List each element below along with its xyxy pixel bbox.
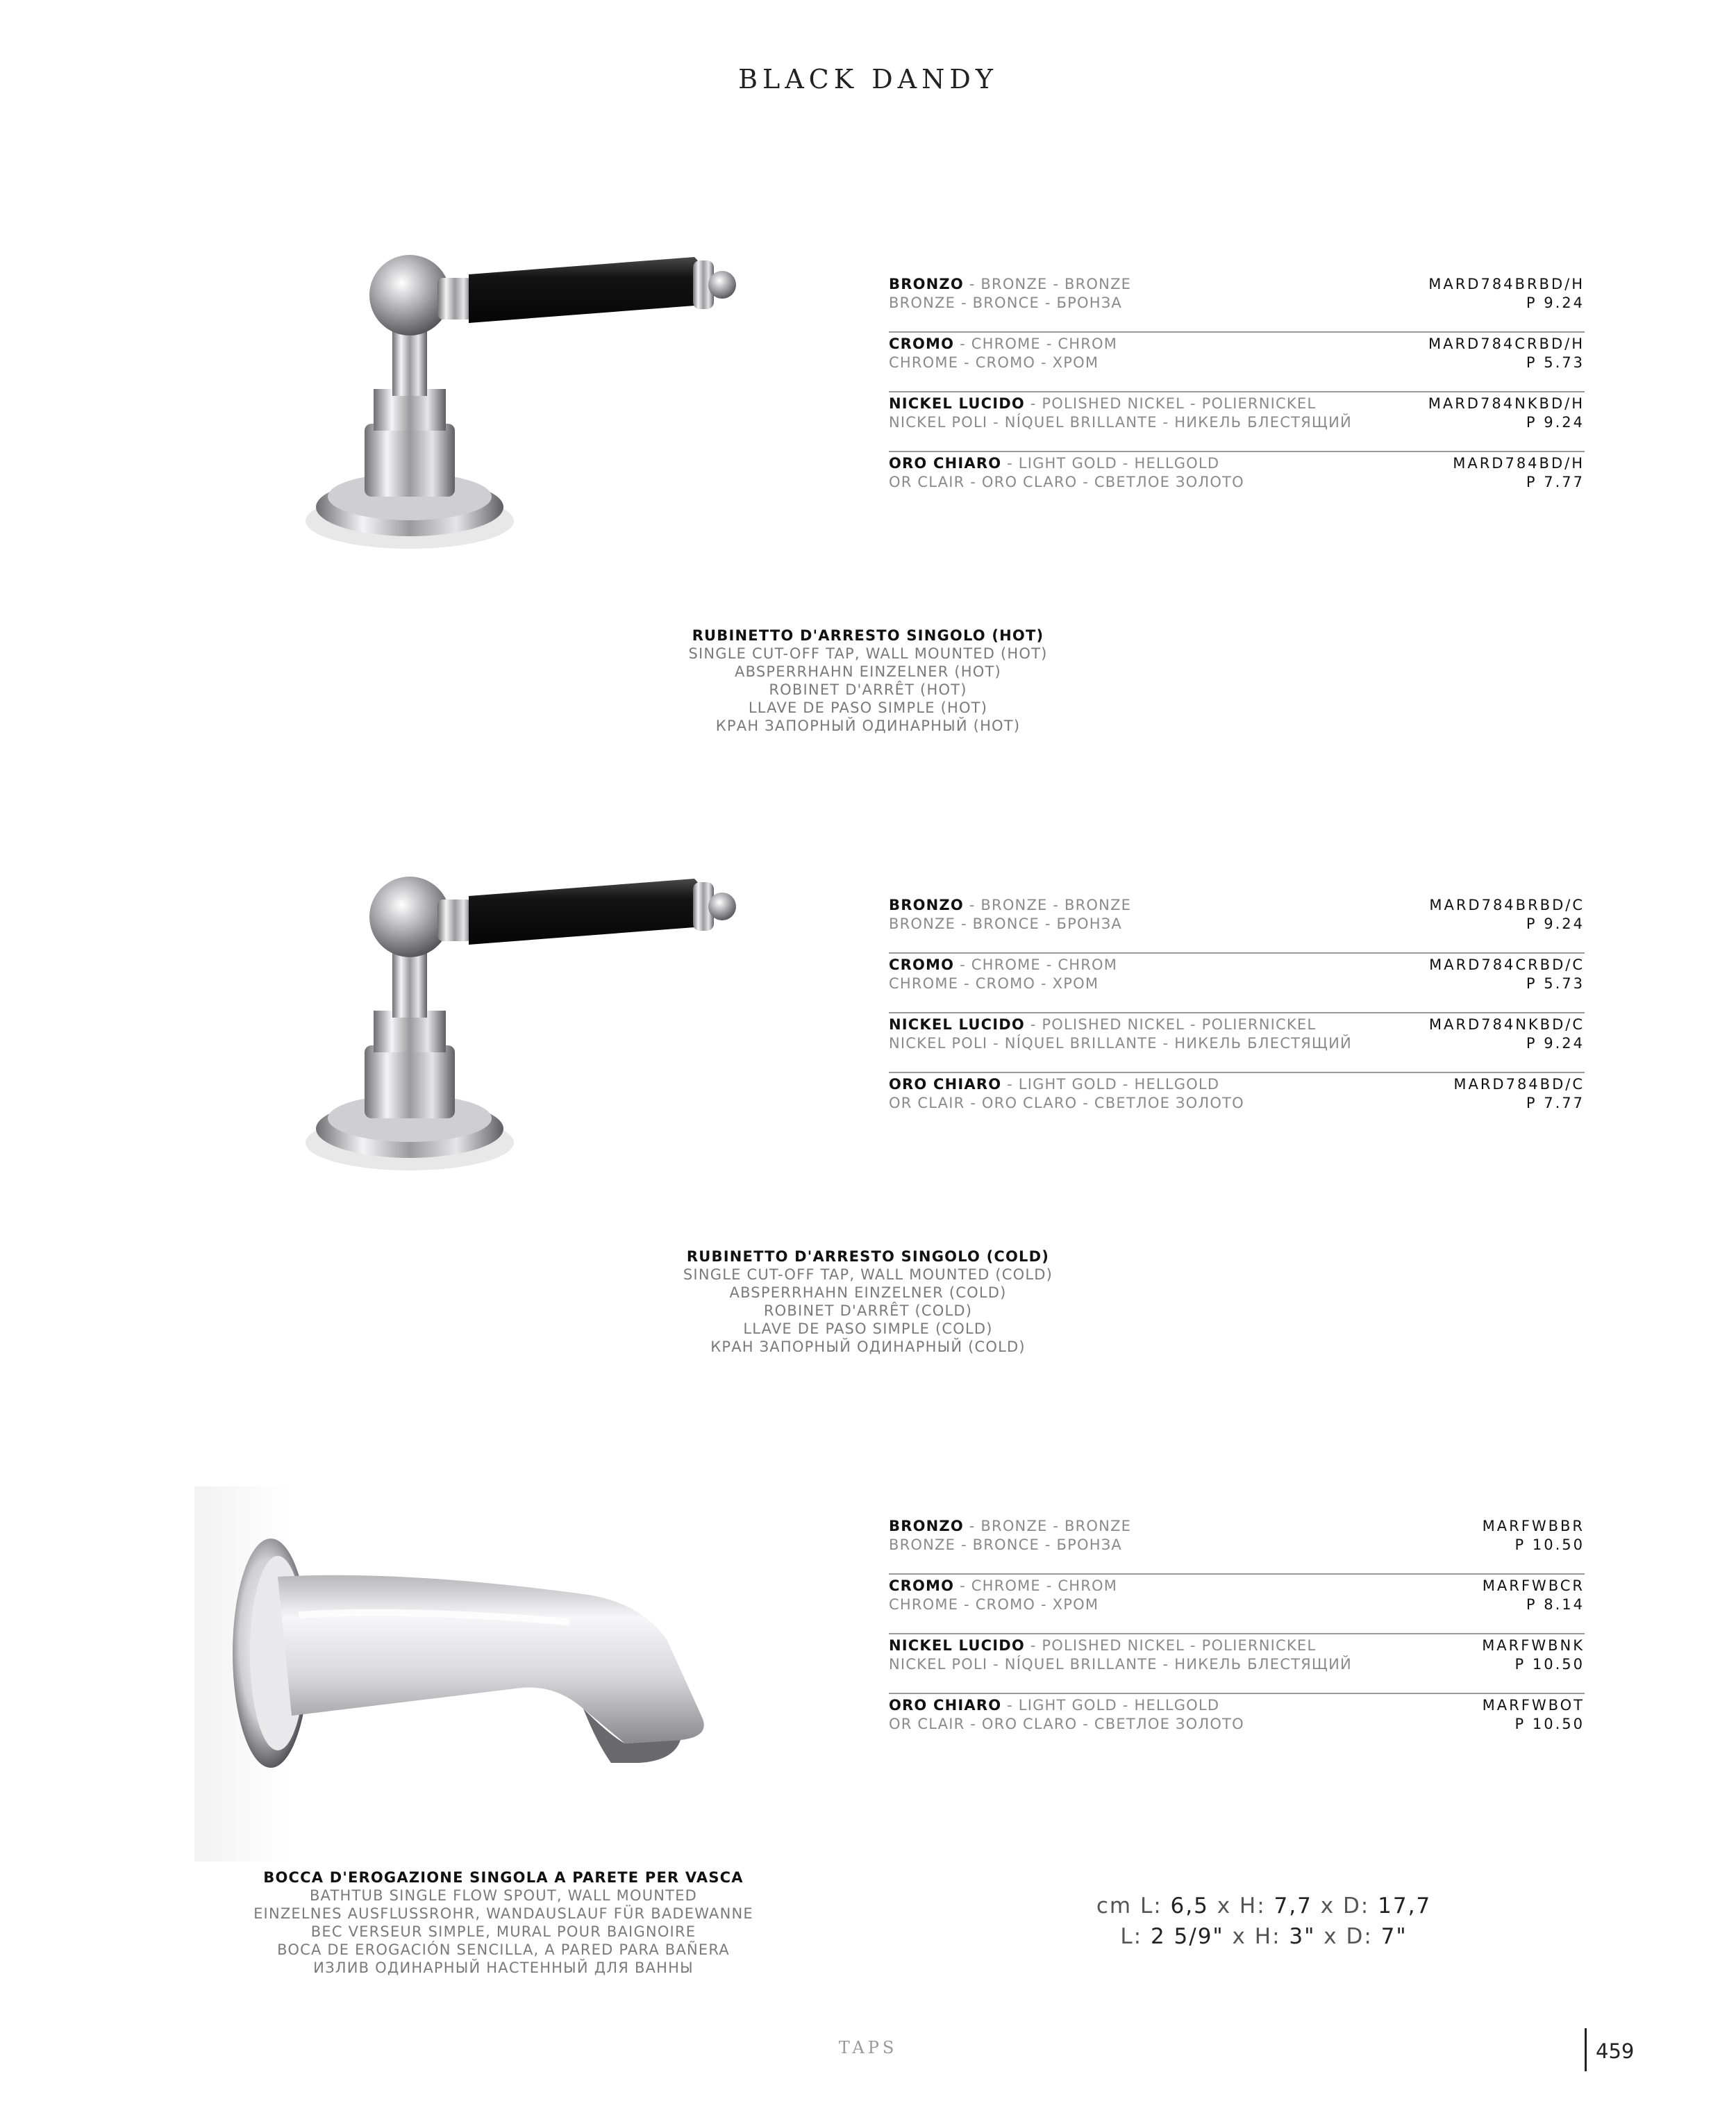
product-subtitle: КРАН ЗАПОРНЫЙ ОДИНАРНЫЙ (COLD): [710, 1338, 1026, 1355]
brand-title: BLACK DANDY: [738, 64, 998, 94]
variant-finish-translations: - CHROME - CHROM: [954, 335, 1118, 352]
variant-finish-translations-2: CHROME - CROMO - ХРОМ: [889, 1596, 1099, 1613]
variant-row: [889, 452, 1585, 512]
product-title: BOCCA D'EROGAZIONE SINGOLA A PARETE PER VASCA: [263, 1869, 744, 1886]
variant-finish: ORO CHIARO: [889, 1697, 1002, 1714]
variant-row: [889, 273, 1585, 333]
variant-row: [889, 392, 1585, 452]
variant-finish-translations: - POLISHED NICKEL - POLIERNICKEL: [1024, 395, 1317, 412]
variant-price: P 9.24: [1526, 295, 1585, 311]
variant-finish-translations: - BRONZE - BRONZE: [963, 897, 1132, 913]
variant-finish-translations: - CHROME - CHROM: [954, 956, 1118, 973]
variant-finish: BRONZO: [889, 276, 964, 292]
variant-code: MARD784BRBD/C: [1429, 897, 1585, 913]
variant-finish-translations-2: CHROME - CROMO - ХРОМ: [889, 354, 1099, 371]
variant-price: P 7.77: [1526, 474, 1585, 490]
variant-finish-translations: - BRONZE - BRONZE: [963, 1518, 1132, 1534]
lever-tap-cold-image: [292, 837, 764, 1184]
variant-price: P 7.77: [1526, 1095, 1585, 1111]
variant-row: [889, 1013, 1585, 1073]
variant-finish-translations: - LIGHT GOLD - HELLGOLD: [1001, 1076, 1220, 1093]
variant-list-hot: [889, 273, 1585, 512]
product-subtitle: LLAVE DE PASO SIMPLE (HOT): [748, 699, 988, 716]
product-description-cold: [590, 1247, 1146, 1356]
lever-tap-hot-image: [292, 215, 764, 563]
product-subtitle: ROBINET D'ARRÊT (COLD): [763, 1302, 973, 1319]
variant-finish: NICKEL LUCIDO: [889, 395, 1025, 412]
variant-row: [889, 1694, 1585, 1754]
variant-finish: CROMO: [889, 956, 955, 973]
variant-code: MARD784BD/H: [1453, 455, 1585, 472]
variant-row: [889, 894, 1585, 954]
product-subtitle: ROBINET D'ARRÊT (HOT): [769, 681, 967, 698]
product-title: RUBINETTO D'ARRESTO SINGOLO (HOT): [692, 627, 1044, 644]
product-subtitle: EINZELNES AUSFLUSSROHR, WANDAUSLAUF FÜR BADEWANNE: [253, 1905, 753, 1922]
variant-finish-translations: - LIGHT GOLD - HELLGOLD: [1001, 1697, 1220, 1714]
dimensions-imperial: L: 2 5/9" x H: 3" x D: 7": [1120, 1924, 1408, 1949]
variant-finish: CROMO: [889, 1577, 955, 1594]
variant-code: MARD784BD/C: [1453, 1076, 1585, 1093]
variant-finish-translations-2: BRONZE - BRONCE - БРОНЗА: [889, 1536, 1122, 1553]
variant-code: MARD784BRBD/H: [1428, 276, 1585, 292]
product-subtitle: BEC VERSEUR SIMPLE, MURAL POUR BAIGNOIRE: [310, 1923, 696, 1940]
variant-finish-translations: - LIGHT GOLD - HELLGOLD: [1001, 455, 1220, 472]
product-subtitle: BATHTUB SINGLE FLOW SPOUT, WALL MOUNTED: [309, 1887, 698, 1904]
bath-spout-image: [194, 1486, 792, 1862]
variant-finish: NICKEL LUCIDO: [889, 1016, 1025, 1033]
variant-list-spout: [889, 1515, 1585, 1754]
variant-finish: ORO CHIARO: [889, 1076, 1002, 1093]
variant-finish-translations-2: BRONZE - BRONCE - БРОНЗА: [889, 295, 1122, 311]
product-subtitle: КРАН ЗАПОРНЫЙ ОДИНАРНЫЙ (HOT): [715, 718, 1021, 734]
variant-list-cold: [889, 894, 1585, 1133]
product-subtitle: BOCA DE EROGACIÓN SENCILLA, A PARED PARA BAÑERA: [277, 1941, 730, 1958]
variant-row: [889, 1515, 1585, 1575]
product-subtitle: SINGLE CUT-OFF TAP, WALL MOUNTED (HOT): [688, 645, 1048, 662]
variant-finish: ORO CHIARO: [889, 455, 1002, 472]
product-subtitle: ИЗЛИВ ОДИНАРНЫЙ НАСТЕННЫЙ ДЛЯ ВАННЫ: [313, 1959, 694, 1976]
variant-row: [889, 1073, 1585, 1133]
variant-price: P 8.14: [1526, 1596, 1585, 1613]
product-subtitle: LLAVE DE PASO SIMPLE (COLD): [743, 1320, 993, 1337]
product-description-spout: [208, 1868, 799, 1977]
variant-price: P 10.50: [1514, 1716, 1585, 1732]
variant-row: [889, 1575, 1585, 1634]
variant-finish: CROMO: [889, 335, 955, 352]
variant-price: P 5.73: [1526, 354, 1585, 371]
variant-price: P 9.24: [1526, 915, 1585, 932]
variant-finish-translations-2: CHROME - CROMO - ХРОМ: [889, 975, 1099, 992]
variant-finish-translations: - BRONZE - BRONZE: [963, 276, 1132, 292]
variant-code: MARFWBOT: [1482, 1697, 1585, 1714]
variant-finish-translations-2: OR CLAIR - ORO CLARO - СВЕТЛОЕ ЗОЛОТО: [889, 474, 1244, 490]
variant-code: MARFWBCR: [1482, 1577, 1585, 1594]
variant-finish: BRONZO: [889, 1518, 964, 1534]
dimensions-metric: cm L: 6,5 x H: 7,7 x D: 17,7: [1096, 1893, 1432, 1918]
variant-price: P 9.24: [1526, 414, 1585, 431]
product-subtitle: ABSPERRHAHN EINZELNER (HOT): [735, 663, 1001, 680]
variant-code: MARD784NKBD/H: [1428, 395, 1585, 412]
variant-finish: BRONZO: [889, 897, 964, 913]
variant-price: P 10.50: [1514, 1536, 1585, 1553]
variant-row: [889, 1634, 1585, 1694]
variant-price: P 5.73: [1526, 975, 1585, 992]
variant-price: P 10.50: [1514, 1656, 1585, 1673]
variant-finish: NICKEL LUCIDO: [889, 1637, 1025, 1654]
variant-finish-translations-2: BRONZE - BRONCE - БРОНЗА: [889, 915, 1122, 932]
page-number-divider: [1585, 2028, 1587, 2071]
variant-code: MARFWBBR: [1482, 1518, 1585, 1534]
product-description-hot: [590, 627, 1146, 735]
variant-finish-translations-2: OR CLAIR - ORO CLARO - СВЕТЛОЕ ЗОЛОТО: [889, 1095, 1244, 1111]
variant-code: MARFWBNK: [1482, 1637, 1585, 1654]
product-subtitle: ABSPERRHAHN EINZELNER (COLD): [729, 1284, 1007, 1301]
variant-price: P 9.24: [1526, 1035, 1585, 1052]
variant-row: [889, 333, 1585, 392]
variant-finish-translations: - POLISHED NICKEL - POLIERNICKEL: [1024, 1637, 1317, 1654]
variant-finish-translations-2: NICKEL POLI - NÍQUEL BRILLANTE - НИКЕЛЬ БЛЕСТЯЩИЙ: [889, 414, 1352, 431]
product-subtitle: SINGLE CUT-OFF TAP, WALL MOUNTED (COLD): [683, 1266, 1053, 1283]
variant-finish-translations-2: NICKEL POLI - NÍQUEL BRILLANTE - НИКЕЛЬ БЛЕСТЯЩИЙ: [889, 1035, 1352, 1052]
variant-finish-translations-2: OR CLAIR - ORO CLARO - СВЕТЛОЕ ЗОЛОТО: [889, 1716, 1244, 1732]
variant-row: [889, 954, 1585, 1013]
product-dimensions: [1062, 1891, 1465, 1952]
product-title: RUBINETTO D'ARRESTO SINGOLO (COLD): [686, 1248, 1050, 1265]
variant-finish-translations: - CHROME - CHROM: [954, 1577, 1118, 1594]
variant-code: MARD784CRBD/C: [1429, 956, 1585, 973]
variant-finish-translations-2: NICKEL POLI - NÍQUEL BRILLANTE - НИКЕЛЬ БЛЕСТЯЩИЙ: [889, 1656, 1352, 1673]
variant-finish-translations: - POLISHED NICKEL - POLIERNICKEL: [1024, 1016, 1317, 1033]
footer-section: TAPS: [838, 2038, 898, 2057]
variant-code: MARD784NKBD/C: [1428, 1016, 1585, 1033]
page-number: 459: [1596, 2039, 1635, 2063]
variant-code: MARD784CRBD/H: [1428, 335, 1585, 352]
